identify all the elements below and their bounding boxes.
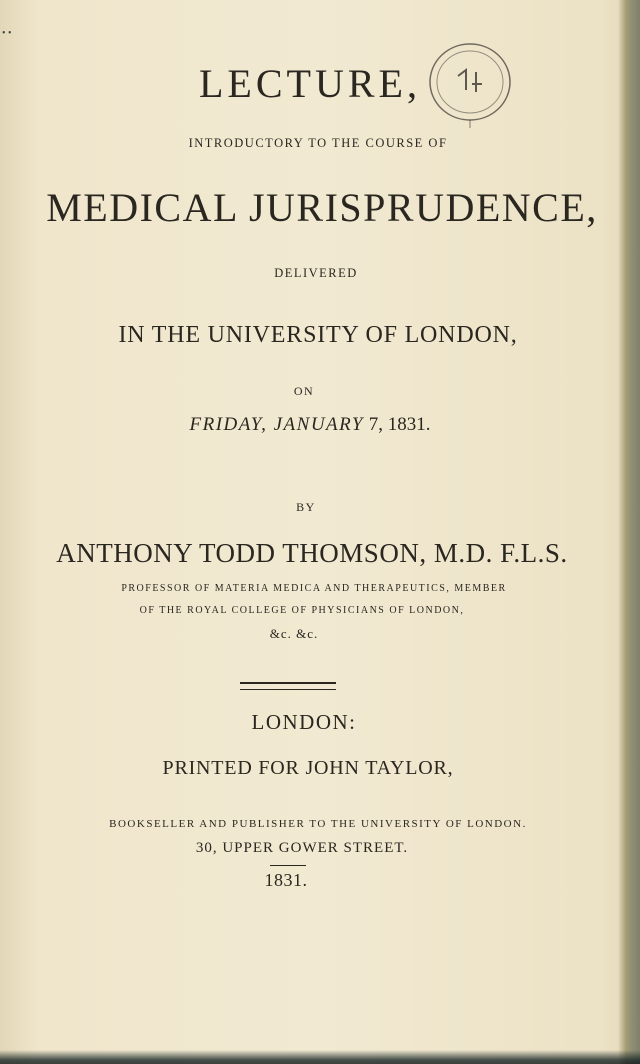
etcetera-line: &c. &c. — [269, 626, 319, 641]
printer-line: PRINTED FOR JOHN TAYLOR, — [162, 757, 454, 779]
author-position-line-2: OF THE ROYAL COLLEGE OF PHYSICIANS OF LONDON, — [139, 605, 465, 616]
ornamental-rule — [240, 682, 336, 690]
by-line: BY — [296, 500, 316, 514]
author-position-line-1: PROFESSOR OF MATERIA MEDICA AND THERAPEUTICS, MEMBER — [121, 583, 507, 594]
address-line: 30, UPPER GOWER STREET. — [195, 840, 409, 856]
short-rule — [270, 865, 306, 866]
date-number: 7, 1831. — [368, 414, 431, 435]
heading-lecture: LECTURE, — [199, 61, 421, 106]
imprint-city: LONDON: — [251, 710, 357, 734]
date-day: FRIDAY, JANUARY — [189, 414, 364, 435]
introductory-line: INTRODUCTORY TO THE COURSE OF — [188, 136, 448, 150]
book-edge-bottom — [0, 1050, 640, 1064]
book-edge-right — [618, 0, 640, 1064]
printer-role-line: BOOKSELLER AND PUBLISHER TO THE UNIVERSITY OF LONDON. — [109, 818, 527, 830]
delivered-line: DELIVERED — [274, 266, 358, 280]
university-line: IN THE UNIVERSITY OF LONDON, — [118, 322, 518, 348]
main-title: MEDICAL JURISPRUDENCE, — [46, 185, 598, 230]
on-line: ON — [293, 384, 315, 398]
publication-year: 1831. — [264, 870, 308, 890]
corner-specks: • • — [2, 28, 12, 39]
author-name: ANTHONY TODD THOMSON, M.D. F.L.S. — [56, 538, 568, 568]
date-line — [0, 414, 630, 436]
